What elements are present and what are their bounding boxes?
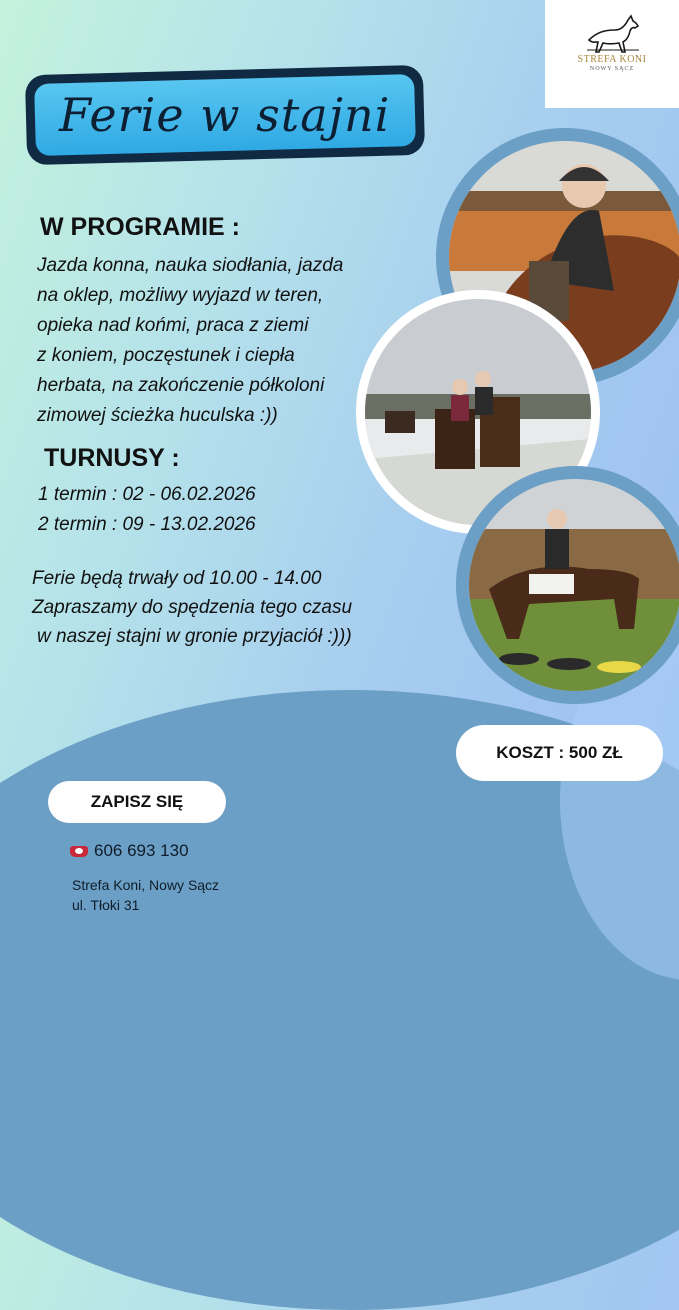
logo-name: STREFA KONI: [577, 54, 647, 65]
turnus-item: 1 termin : 02 - 06.02.2026: [38, 484, 256, 505]
page-title: Ferie w stajni: [59, 88, 391, 143]
logo: [545, 0, 679, 108]
address: [72, 875, 219, 915]
title-banner: [25, 65, 425, 165]
program-line: opieka nad końmi, praca z ziemi: [37, 315, 309, 336]
program-line: herbata, na zakończenie półkoloni: [37, 375, 325, 396]
info-line: Zapraszamy do spędzenia tego czasu: [32, 597, 353, 618]
turnusy-list: [38, 480, 256, 540]
info-line: w naszej stajni w gronie przyjaciół :))): [37, 626, 352, 647]
turnus-item: 2 termin : 09 - 13.02.2026: [38, 514, 256, 535]
program-line: Jazda konna, nauka siodłania, jazda: [37, 255, 344, 276]
price-badge: KOSZT : 500 ZŁ: [456, 725, 663, 781]
address-line: ul. Tłoki 31: [72, 897, 140, 913]
turnusy-heading: TURNUSY :: [44, 444, 180, 472]
signup-button[interactable]: ZAPISZ SIĘ: [48, 781, 226, 823]
program-line: z koniem, poczęstunek i ciepła: [37, 345, 295, 366]
info-line: Ferie będą trwały od 10.00 - 14.00: [32, 568, 322, 589]
logo-city: NOWY SĄCZ: [589, 66, 635, 72]
title-banner-inner: [34, 74, 416, 156]
program-description: [37, 251, 343, 431]
program-heading: W PROGRAMIE :: [40, 213, 240, 241]
phone-contact: [70, 841, 189, 861]
program-line: na oklep, możliwy wyjazd w teren,: [37, 285, 324, 306]
horse-logo-icon: [583, 12, 643, 54]
phone-number[interactable]: 606 693 130: [94, 841, 189, 860]
pole-riding-illustration: [469, 479, 679, 691]
photo-rider-poles: [469, 479, 679, 691]
info-text: [32, 564, 352, 651]
program-line: zimowej ścieżka huculska :)): [37, 405, 278, 426]
phone-icon: [70, 846, 88, 857]
address-line: Strefa Koni, Nowy Sącz: [72, 877, 220, 893]
